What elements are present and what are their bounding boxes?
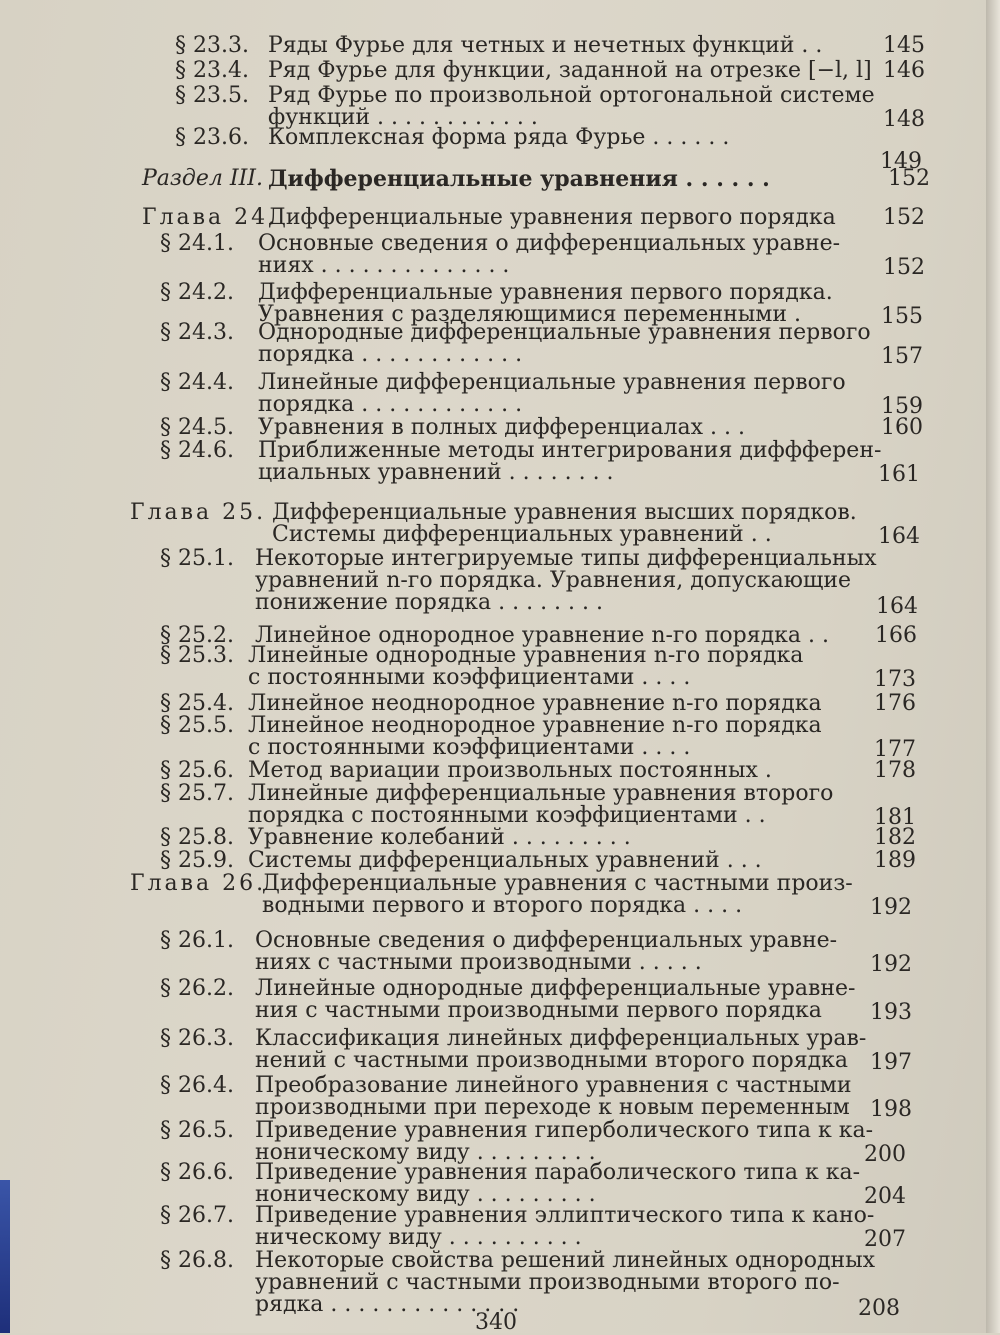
entry-title-line: уравнений n-го порядка. Уравнения, допускающие [255, 568, 852, 593]
entry-number: Глава 24. [142, 205, 279, 230]
entry-number: § 25.9. [160, 848, 234, 873]
entry-title [268, 127, 729, 149]
entry-number: § 25.5. [160, 713, 234, 738]
entry-title [268, 207, 836, 229]
entry-page: 164 [876, 594, 918, 619]
entry-title-line: уравнений с частными производными второго по- [255, 1270, 840, 1295]
entry-number: § 26.8. [160, 1248, 234, 1273]
entry-page: 193 [870, 1000, 912, 1025]
entry-title-line: порядка с постоянными коэффициентами . . [248, 803, 766, 828]
entry-title-line: нений с частными производными второго порядка [255, 1048, 849, 1073]
entry-title-line: Ряд Фурье по произвольной ортогональной системе [268, 83, 875, 108]
entry-title-line: понижение порядка . . . . . . . . [255, 590, 604, 615]
entry-number: § 26.2. [160, 976, 234, 1001]
entry-title-line: Линейное однородное уравнение n-го порядка . . [255, 623, 829, 648]
entry-title-line: Линейные однородные дифференциальные уравне- [255, 976, 856, 1001]
entry-title [255, 1250, 875, 1316]
entry-number: § 23.5. [175, 83, 249, 108]
entry-number: § 23.3. [175, 33, 249, 58]
entry-title [248, 645, 803, 689]
entry-page: 160 [881, 415, 923, 440]
entry-page: 152 [888, 166, 930, 191]
entry-number: Глава 26. [130, 871, 267, 896]
entry-title-line: Классификация линейных дифференциальных урав- [255, 1026, 867, 1051]
entry-title-line: с постоянными коэффициентами . . . . [248, 735, 691, 760]
entry-number: § 25.1. [160, 546, 234, 571]
entry-title [258, 372, 846, 416]
entry-page: 152 [883, 205, 925, 230]
entry-title [248, 783, 833, 827]
entry-title-line: ниях . . . . . . . . . . . . . . [258, 253, 510, 278]
entry-page: 166 [875, 623, 917, 648]
entry-title-line: ноническому виду . . . . . . . . . [255, 1182, 596, 1207]
entry-title-line: производными при переходе к новым переменным [255, 1095, 850, 1120]
entry-page: 204 [864, 1184, 906, 1209]
entry-page: 207 [864, 1227, 906, 1252]
entry-title [248, 715, 822, 759]
entry-title-line: Основные сведения о дифференциальных уравне- [258, 231, 841, 256]
entry-number: § 25.2. [160, 623, 234, 648]
entry-page: 173 [874, 667, 916, 692]
entry-number: § 25.6. [160, 758, 234, 783]
entry-page: 176 [874, 691, 916, 716]
entry-title [258, 440, 881, 484]
entry-title [268, 85, 875, 129]
entry-title-line: Линейные однородные уравнения n-го порядка [248, 643, 804, 668]
entry-title-line: Ряд Фурье для функции, заданной на отрезке [−l, l] [268, 58, 872, 83]
entry-number: § 24.5. [160, 415, 234, 440]
entry-title-line: порядка . . . . . . . . . . . . [258, 342, 523, 367]
entry-title [248, 850, 762, 872]
entry-title-line: Линейные дифференциальные уравнения второго [248, 781, 834, 806]
entry-number: Глава 25. [130, 500, 267, 525]
entry-title-line: Уравнения с разделяющимися переменными . [258, 302, 802, 327]
entry-number: § 24.2. [160, 280, 234, 305]
entry-number: § 26.7. [160, 1203, 234, 1228]
entry-page: 161 [878, 462, 920, 487]
entry-number: § 25.4. [160, 691, 234, 716]
entry-title [262, 873, 853, 917]
entry-title [255, 978, 855, 1022]
entry-title-line: Основные сведения о дифференциальных уравне- [255, 928, 838, 953]
entry-number: § 26.6. [160, 1160, 234, 1185]
entry-title-line: рядка . . . . . . . . . . . . . . [255, 1292, 520, 1317]
entry-title-line: Однородные дифференциальные уравнения первого [258, 320, 871, 345]
entry-title-line: циальных уравнений . . . . . . . . [258, 460, 614, 485]
entry-title [255, 930, 837, 974]
entry-page: 155 [881, 304, 923, 329]
entry-title [258, 417, 745, 439]
entry-title [268, 60, 872, 82]
entry-page: 189 [874, 848, 916, 873]
entry-title-line: ноническому виду . . . . . . . . . [255, 1140, 596, 1165]
entry-title-line: Комплексная форма ряда Фурье . . . . . . [268, 125, 730, 150]
entry-title-line: Линейное неоднородное уравнение n-го порядка [248, 713, 822, 738]
entry-title-line: Некоторые свойства решений линейных однородных [255, 1248, 876, 1273]
entry-page: 148 [883, 107, 925, 132]
entry-page: 152 [883, 255, 925, 280]
entry-title [268, 35, 822, 57]
entry-number: § 25.8. [160, 825, 234, 850]
entry-page: 146 [883, 58, 925, 83]
entry-title [258, 233, 840, 277]
entry-title [258, 322, 871, 366]
entry-number: § 26.1. [160, 928, 234, 953]
entry-title [255, 1205, 874, 1249]
entry-number: § 24.1. [160, 231, 234, 256]
entry-title-line: функций . . . . . . . . . . . . [268, 105, 538, 130]
entry-title-line: Системы дифференциальных уравнений . . [272, 522, 772, 547]
entry-title-line: Линейные дифференциальные уравнения первого [258, 370, 846, 395]
entry-title-line: Дифференциальные уравнения первого порядка [268, 205, 836, 230]
entry-number: § 26.3. [160, 1026, 234, 1051]
entry-title-line: Уравнение колебаний . . . . . . . . . [248, 825, 631, 850]
entry-number: § 23.6. [175, 125, 249, 150]
entry-title [255, 1028, 866, 1072]
entry-page: 149 [880, 149, 922, 174]
entry-title [255, 1075, 852, 1119]
entry-title-line: с постоянными коэффициентами . . . . [248, 665, 691, 690]
entry-title [272, 502, 857, 546]
entry-page: 159 [881, 394, 923, 419]
entry-title-line: Некоторые интегрируемые типы дифференциальных [255, 546, 877, 571]
entry-page: 198 [870, 1097, 912, 1122]
entry-title-line: Приведение уравнения гиперболического типа к ка- [255, 1118, 874, 1143]
entry-number: § 24.4. [160, 370, 234, 395]
entry-number: § 24.6. [160, 438, 234, 463]
entry-page: 192 [870, 952, 912, 977]
entry-title-line: Линейное неоднородное уравнение n-го порядка [248, 691, 822, 716]
entry-title-line: Приведение уравнения параболического типа к ка- [255, 1160, 861, 1185]
entry-page: 197 [870, 1050, 912, 1075]
entry-title-line: ния с частными производными первого порядка [255, 998, 822, 1023]
entry-page: 177 [874, 737, 916, 762]
entry-number: § 23.4. [175, 58, 249, 83]
entry-title [248, 693, 822, 715]
entry-title-line: водными первого и второго порядка . . . . [262, 893, 743, 918]
entry-title-line: Метод вариации произвольных постоянных . [248, 758, 772, 783]
entry-title [255, 548, 877, 614]
entry-page: 182 [874, 825, 916, 850]
entry-title-line: Ряды Фурье для четных и нечетных функций . . [268, 33, 823, 58]
entry-page: 181 [874, 805, 916, 830]
entry-title-line: Преобразование линейного уравнения с частными [255, 1073, 852, 1098]
entry-number: § 26.5. [160, 1118, 234, 1143]
entry-page: 157 [881, 344, 923, 369]
entry-title-line: Дифференциальные уравнения . . . . . . [268, 166, 770, 192]
entry-title-line: порядка . . . . . . . . . . . . [258, 392, 523, 417]
entry-title [248, 760, 772, 782]
entry-page: 145 [883, 33, 925, 58]
entry-title-line: Дифференциальные уравнения первого порядка. [258, 280, 833, 305]
entry-title [255, 1162, 860, 1206]
entry-number: § 25.3. [160, 643, 234, 668]
entry-title-line: Приближенные методы интегрирования диффферен- [258, 438, 882, 463]
entry-title [248, 827, 631, 849]
entry-title-line: ническому виду . . . . . . . . . . [255, 1225, 582, 1250]
entry-title [268, 168, 770, 190]
entry-page: 178 [874, 758, 916, 783]
entry-title-line: Дифференциальные уравнения высших порядков. [272, 500, 857, 525]
entry-title-line: Уравнения в полных дифференциалах . . . [258, 415, 746, 440]
entry-number: § 26.4. [160, 1073, 234, 1098]
entry-title-line: Приведение уравнения эллиптического типа к кано- [255, 1203, 875, 1228]
entry-page: 192 [870, 895, 912, 920]
entry-number: § 25.7. [160, 781, 234, 806]
entry-page: 200 [864, 1142, 906, 1167]
entry-title-line: Дифференциальные уравнения с частными произ- [262, 871, 853, 896]
entry-title-line: Системы дифференциальных уравнений . . . [248, 848, 762, 873]
entry-number: § 24.3. [160, 320, 234, 345]
entry-page: 164 [878, 524, 920, 549]
entry-title-line: ниях с частными производными . . . . . [255, 950, 702, 975]
entry-number: Раздел III. [142, 166, 263, 191]
entry-title [255, 1120, 873, 1164]
entry-page: 208 [858, 1296, 900, 1321]
page-number: 340 [475, 1310, 517, 1335]
